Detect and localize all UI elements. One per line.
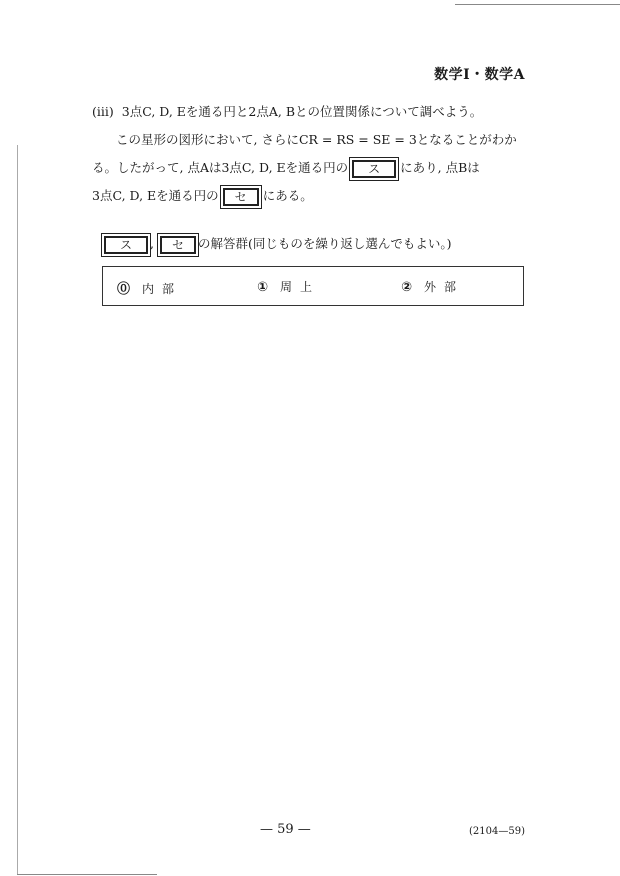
problem-line-4-before: 3点C, D, Eを通る円の	[92, 188, 219, 203]
answer-box-su: ス	[352, 160, 396, 178]
problem-line-2: この星形の図形において, さらにCR = RS = SE = 3となることがわか	[116, 132, 517, 147]
page-code: (2104—59)	[469, 826, 525, 837]
answer-group-header	[102, 234, 452, 254]
choice-2-mark: ②	[401, 280, 413, 295]
choice-2	[401, 278, 464, 295]
choice-1	[257, 278, 320, 295]
problem-line-4-after: にある。	[262, 188, 313, 203]
top-rule	[455, 4, 620, 5]
choice-1-label: 周上	[280, 280, 321, 294]
choice-0	[117, 278, 182, 297]
answer-group-box-se: セ	[160, 236, 196, 254]
answer-box-se: セ	[223, 188, 259, 206]
answer-group-caption: の解答群(同じものを繰り返し選んでもよい。)	[198, 236, 452, 251]
choice-2-label: 外部	[424, 280, 465, 294]
choice-1-mark: ①	[257, 280, 269, 295]
problem-line-3-before: る。したがって, 点Aは3点C, D, Eを通る円の	[92, 160, 349, 175]
problem-line-1-text: 3点C, D, Eを通る円と2点A, Bとの位置関係について調べよう。	[121, 104, 483, 119]
choice-0-label: 内部	[142, 282, 183, 296]
problem-number: (iii)	[92, 104, 114, 119]
problem-line-1	[92, 98, 532, 126]
bottom-rule	[17, 874, 157, 875]
answer-group-separator: ,	[150, 236, 154, 251]
problem-text	[92, 98, 532, 210]
subject-title: 数学Ⅰ・数学A	[434, 67, 525, 83]
problem-line-4	[92, 182, 532, 210]
page-number: — 59 —	[260, 822, 311, 837]
problem-line-3	[92, 154, 532, 182]
answer-choices-box	[102, 266, 524, 306]
answer-group-box-su: ス	[104, 236, 148, 254]
problem-line-3-after: にあり, 点Bは	[400, 160, 480, 175]
left-margin-rule	[17, 145, 18, 875]
choice-0-mark: ⓪	[117, 282, 131, 297]
